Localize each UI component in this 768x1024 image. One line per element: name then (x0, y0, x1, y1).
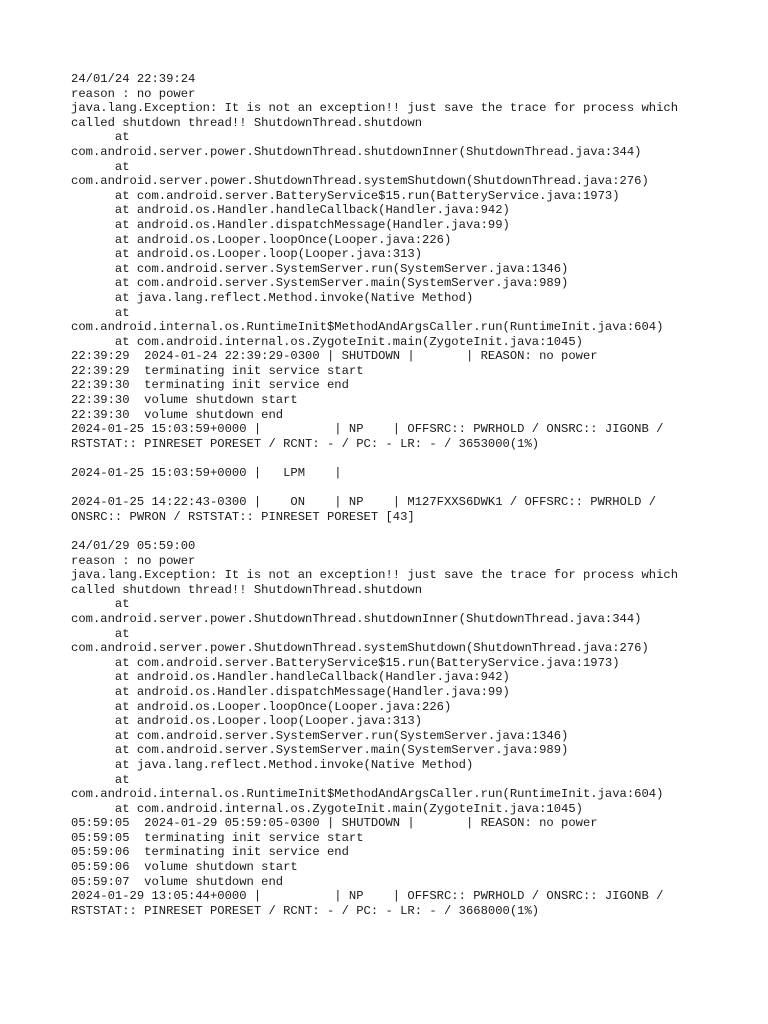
log-line: at android.os.Handler.handleCallback(Handler.java:942) (71, 670, 510, 685)
log-line: 2024-01-29 13:05:44+0000 | | NP | OFFSRC:: PWRHOLD / ONSRC:: JIGONB / (71, 889, 664, 904)
log-line: 05:59:06 terminating init service end (71, 845, 349, 860)
log-line: at android.os.Looper.loop(Looper.java:313) (71, 247, 423, 262)
log-line: 22:39:29 terminating init service start (71, 363, 364, 378)
log-text-body (71, 72, 761, 918)
log-line: at com.android.server.SystemServer.run(SystemServer.java:1346) (71, 728, 569, 743)
log-line: 05:59:06 volume shutdown start (71, 860, 298, 875)
log-line: 05:59:05 terminating init service start (71, 830, 364, 845)
log-line: 2024-01-25 15:03:59+0000 | | NP | OFFSRC:: PWRHOLD / ONSRC:: JIGONB / (71, 422, 664, 437)
log-line: called shutdown thread!! ShutdownThread.shutdown (71, 582, 423, 597)
log-line: ONSRC:: PWRON / RSTSTAT:: PINRESET PORESET [43] (71, 509, 415, 524)
log-line: at java.lang.reflect.Method.invoke(Native Method) (71, 290, 474, 305)
log-line: com.android.server.power.ShutdownThread.shutdownInner(ShutdownThread.java:344) (71, 144, 642, 159)
log-line: at (71, 626, 130, 641)
log-line: at (71, 130, 130, 145)
log-line: at java.lang.reflect.Method.invoke(Native Method) (71, 757, 474, 772)
log-line: at android.os.Looper.loop(Looper.java:313) (71, 714, 423, 729)
log-line: called shutdown thread!! ShutdownThread.shutdown (71, 115, 423, 130)
log-line: com.android.server.power.ShutdownThread.systemShutdown(ShutdownThread.java:276) (71, 641, 649, 656)
log-line: 22:39:30 terminating init service end (71, 378, 349, 393)
log-line: at com.android.server.SystemServer.main(SystemServer.java:989) (71, 276, 569, 291)
log-line: at android.os.Handler.dispatchMessage(Handler.java:99) (71, 684, 510, 699)
log-line: 05:59:05 2024-01-29 05:59:05-0300 | SHUTDOWN | | REASON: no power (71, 816, 598, 831)
log-line: com.android.internal.os.RuntimeInit$MethodAndArgsCaller.run(RuntimeInit.java:604) (71, 320, 664, 335)
log-line: 24/01/29 05:59:00 (71, 539, 196, 553)
log-line: java.lang.Exception: It is not an exception!! just save the trace for process which (71, 568, 679, 583)
log-line: at com.android.server.BatteryService$15.run(BatteryService.java:1973) (71, 188, 620, 203)
log-document (71, 72, 761, 918)
log-line: at android.os.Handler.dispatchMessage(Handler.java:99) (71, 217, 510, 232)
log-line: at (71, 772, 130, 787)
log-line: at com.android.internal.os.ZygoteInit.main(ZygoteInit.java:1045) (71, 801, 583, 816)
log-line: RSTSTAT:: PINRESET PORESET / RCNT: - / PC: - LR: - / 3653000(1%) (71, 436, 540, 451)
log-line: com.android.server.power.ShutdownThread.shutdownInner(ShutdownThread.java:344) (71, 611, 642, 626)
log-line: 2024-01-25 14:22:43-0300 | ON | NP | M127FXXS6DWK1 / OFFSRC:: PWRHOLD / (71, 495, 657, 510)
log-line: reason : no power (71, 553, 196, 568)
log-line: 05:59:07 volume shutdown end (71, 874, 284, 889)
log-line: at com.android.server.SystemServer.run(SystemServer.java:1346) (71, 261, 569, 276)
log-line: at android.os.Looper.loopOnce(Looper.java:226) (71, 232, 452, 247)
log-line: at android.os.Handler.handleCallback(Handler.java:942) (71, 203, 510, 218)
log-line: java.lang.Exception: It is not an exception!! just save the trace for process which (71, 101, 679, 116)
log-line: com.android.internal.os.RuntimeInit$MethodAndArgsCaller.run(RuntimeInit.java:604) (71, 787, 664, 802)
log-line: reason : no power (71, 86, 196, 101)
log-line: com.android.server.power.ShutdownThread.systemShutdown(ShutdownThread.java:276) (71, 174, 649, 189)
log-line: at com.android.server.BatteryService$15.run(BatteryService.java:1973) (71, 655, 620, 670)
log-line (71, 481, 761, 496)
log-line: at (71, 597, 130, 612)
log-line: 24/01/24 22:39:24 (71, 72, 196, 86)
log-line: 22:39:30 volume shutdown end (71, 407, 284, 422)
log-line: 2024-01-25 15:03:59+0000 | LPM | (71, 466, 342, 481)
log-line: 22:39:30 volume shutdown start (71, 393, 298, 408)
log-line: at com.android.server.SystemServer.main(SystemServer.java:989) (71, 743, 569, 758)
log-line (71, 524, 761, 539)
log-line: at com.android.internal.os.ZygoteInit.main(ZygoteInit.java:1045) (71, 334, 583, 349)
log-line: 22:39:29 2024-01-24 22:39:29-0300 | SHUTDOWN | | REASON: no power (71, 349, 598, 364)
log-line: RSTSTAT:: PINRESET PORESET / RCNT: - / PC: - LR: - / 3668000(1%) (71, 903, 540, 918)
log-line: at (71, 305, 130, 320)
log-line: at android.os.Looper.loopOnce(Looper.java:226) (71, 699, 452, 714)
log-line: at (71, 159, 130, 174)
log-line (71, 451, 761, 466)
